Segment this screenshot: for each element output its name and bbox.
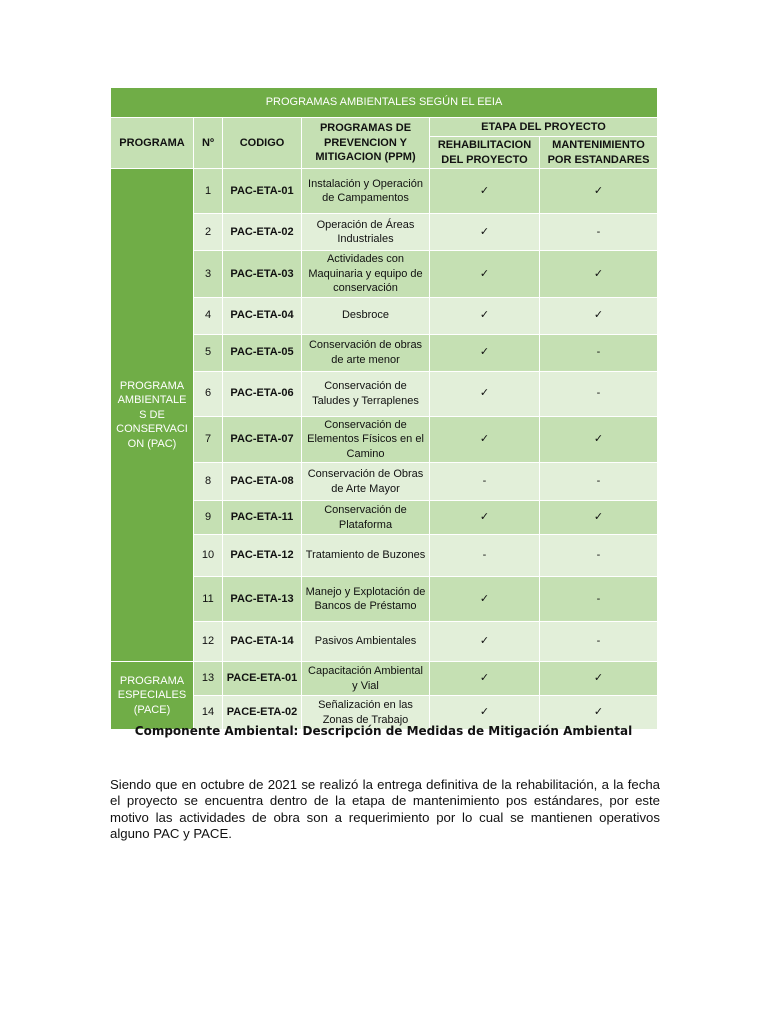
row-codigo: PAC-ETA-06 [223,371,302,416]
row-programa: Manejo y Explotación de Bancos de Préstamo [302,577,430,622]
row-rehabilitacion: ✓ [430,577,540,622]
row-codigo: PAC-ETA-02 [223,214,302,251]
row-rehabilitacion: ✓ [430,416,540,463]
row-mantenimiento: ✓ [540,696,658,730]
row-rehabilitacion: ✓ [430,501,540,535]
row-number: 12 [194,622,223,662]
row-number: 1 [194,169,223,214]
row-codigo: PACE-ETA-02 [223,696,302,730]
table-row [111,577,658,622]
table-row [111,501,658,535]
row-number: 13 [194,662,223,696]
header-etapa: ETAPA DEL PROYECTO [430,118,658,137]
row-programa: Señalización en las Zonas de Trabajo [302,696,430,730]
row-mantenimiento: - [540,622,658,662]
row-number: 6 [194,371,223,416]
row-programa: Conservación de Taludes y Terraplenes [302,371,430,416]
program-group-label: PROGRAMA ESPECIALES (PACE) [111,662,194,730]
row-mantenimiento: ✓ [540,662,658,696]
table-row [111,297,658,334]
row-programa: Instalación y Operación de Campamentos [302,169,430,214]
table-row [111,214,658,251]
header-rehabilitacion: REHABILITACION DEL PROYECTO [430,137,540,169]
row-codigo: PAC-ETA-04 [223,297,302,334]
table-row [111,622,658,662]
row-codigo: PACE-ETA-01 [223,662,302,696]
row-mantenimiento: - [540,371,658,416]
row-rehabilitacion: ✓ [430,334,540,371]
row-number: 3 [194,251,223,298]
row-rehabilitacion: ✓ [430,169,540,214]
row-codigo: PAC-ETA-13 [223,577,302,622]
table-row [111,662,658,696]
row-number: 9 [194,501,223,535]
header-codigo: CODIGO [223,118,302,169]
row-rehabilitacion: - [430,463,540,501]
body-paragraph: Siendo que en octubre de 2021 se realizó la entrega definitiva de la rehabilitación, a la fecha el proyecto se encuentra dentro de la etapa de mantenimiento pos estándares, por este motivo las actividades de obra son a requerimiento por lo cual se mantienen operativos alguno PAC y PACE. [110,777,660,841]
row-mantenimiento: - [540,334,658,371]
row-rehabilitacion: ✓ [430,214,540,251]
row-rehabilitacion: ✓ [430,251,540,298]
row-rehabilitacion: - [430,535,540,577]
row-number: 4 [194,297,223,334]
row-number: 10 [194,535,223,577]
table-row [111,169,658,214]
row-codigo: PAC-ETA-12 [223,535,302,577]
row-codigo: PAC-ETA-03 [223,251,302,298]
row-programa: Desbroce [302,297,430,334]
row-rehabilitacion: ✓ [430,297,540,334]
table-title: PROGRAMAS AMBIENTALES SEGÚN EL EEIA [111,88,658,118]
row-programa: Conservación de Plataforma [302,501,430,535]
table-row [111,251,658,298]
program-group-label: PROGRAMA AMBIENTALE S DE CONSERVACI ON (PAC) [111,169,194,662]
row-number: 5 [194,334,223,371]
table-row [111,535,658,577]
row-mantenimiento: - [540,535,658,577]
row-programa: Operación de Áreas Industriales [302,214,430,251]
row-programa: Actividades con Maquinaria y equipo de conservación [302,251,430,298]
row-rehabilitacion: ✓ [430,371,540,416]
row-mantenimiento: ✓ [540,416,658,463]
header-programa: PROGRAMA [111,118,194,169]
row-number: 7 [194,416,223,463]
row-rehabilitacion: ✓ [430,622,540,662]
row-codigo: PAC-ETA-05 [223,334,302,371]
row-programa: Conservación de Elementos Físicos en el Camino [302,416,430,463]
row-number: 11 [194,577,223,622]
row-programa: Conservación de obras de arte menor [302,334,430,371]
row-programa: Tratamiento de Buzones [302,535,430,577]
row-mantenimiento: ✓ [540,251,658,298]
programas-ambientales-table [110,87,658,730]
row-mantenimiento: - [540,214,658,251]
row-mantenimiento: ✓ [540,501,658,535]
table-body [111,169,658,730]
table-caption: Componente Ambiental: Descripción de Medidas de Mitigación Ambiental [134,724,633,738]
row-rehabilitacion: ✓ [430,662,540,696]
row-codigo: PAC-ETA-08 [223,463,302,501]
table-row [111,416,658,463]
row-mantenimiento: - [540,577,658,622]
header-numero: Nº [194,118,223,169]
row-programa: Pasivos Ambientales [302,622,430,662]
row-number: 14 [194,696,223,730]
row-codigo: PAC-ETA-07 [223,416,302,463]
header-programas-ppm: PROGRAMAS DE PREVENCION Y MITIGACION (PPM) [302,118,430,169]
row-mantenimiento: ✓ [540,169,658,214]
table-row [111,463,658,501]
row-mantenimiento: - [540,463,658,501]
row-codigo: PAC-ETA-11 [223,501,302,535]
row-codigo: PAC-ETA-14 [223,622,302,662]
table-row [111,371,658,416]
row-number: 2 [194,214,223,251]
row-rehabilitacion: ✓ [430,696,540,730]
table-row [111,334,658,371]
header-mantenimiento: MANTENIMIENTO POR ESTANDARES [540,137,658,169]
row-codigo: PAC-ETA-01 [223,169,302,214]
row-programa: Capacitación Ambiental y Vial [302,662,430,696]
row-number: 8 [194,463,223,501]
row-mantenimiento: ✓ [540,297,658,334]
row-programa: Conservación de Obras de Arte Mayor [302,463,430,501]
